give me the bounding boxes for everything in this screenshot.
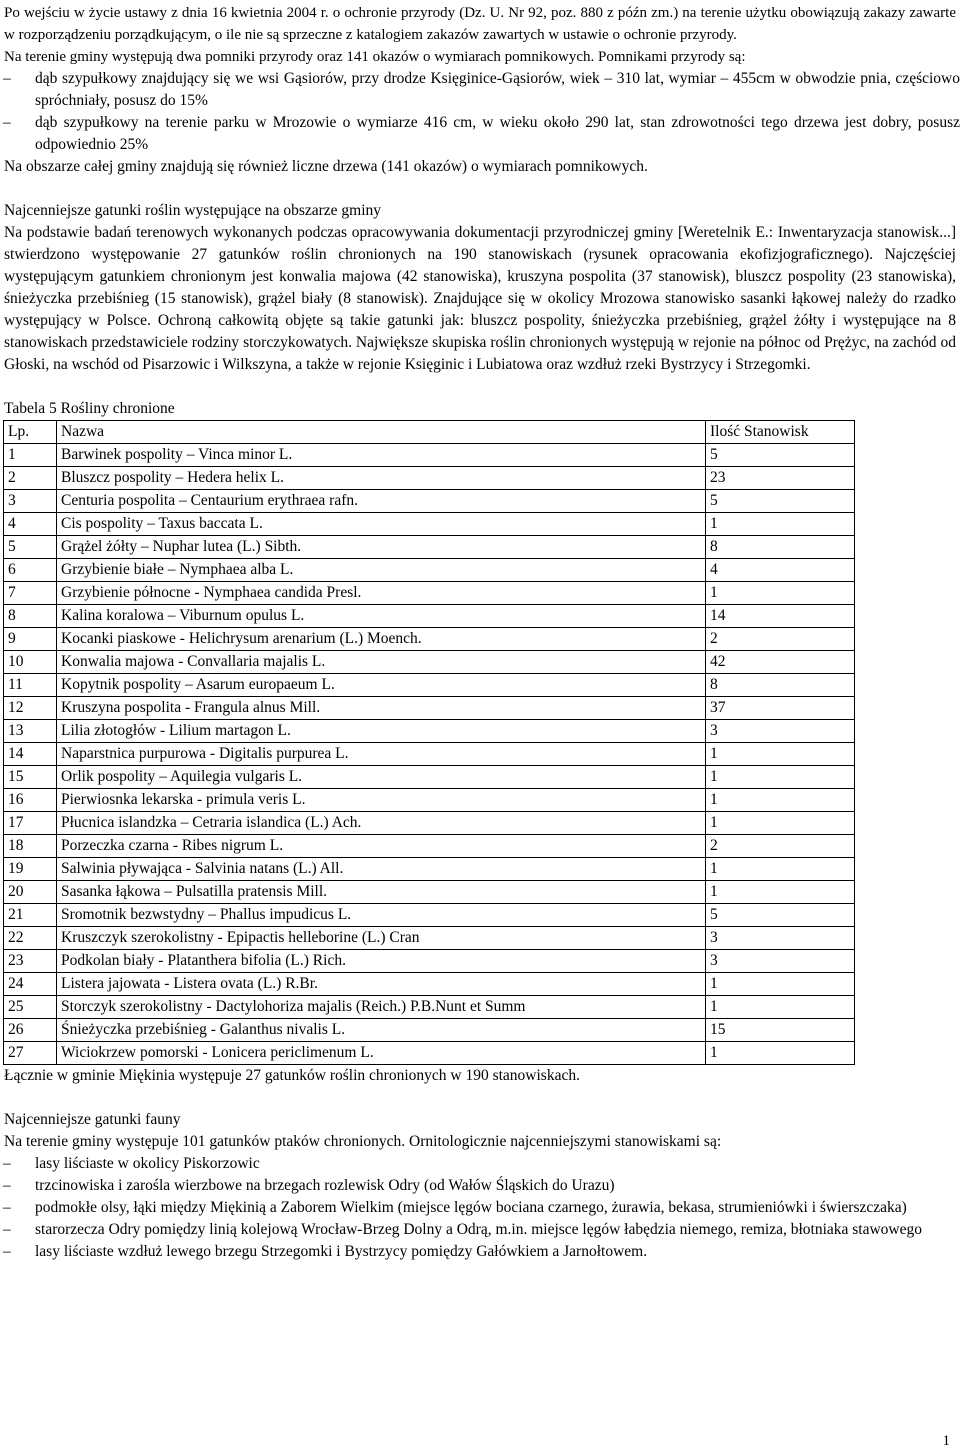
dash-bullet: – [3,1177,11,1194]
cell-lp: 11 [4,674,57,697]
cell-name: Barwinek pospolity – Vinca minor L. [57,444,706,467]
table-row [4,904,855,927]
table-row [4,812,855,835]
cell-name: Kocanki piaskowe - Helichrysum arenarium (L.) Moench. [57,628,706,651]
cell-lp: 4 [4,513,57,536]
table-row [4,582,855,605]
cell-lp: 16 [4,789,57,812]
cell-lp: 25 [4,996,57,1019]
dash-bullet: – [3,1243,11,1260]
table-row [4,835,855,858]
header-lp: Lp. [4,421,57,444]
cell-qty: 42 [706,651,855,674]
cell-lp: 9 [4,628,57,651]
cell-qty: 15 [706,1019,855,1042]
table-row [4,513,855,536]
cell-lp: 6 [4,559,57,582]
cell-name: Konwalia majowa - Convallaria majalis L. [57,651,706,674]
table-row [4,559,855,582]
cell-name: Grążel żółty – Nuphar lutea (L.) Sibth. [57,536,706,559]
cell-qty: 23 [706,467,855,490]
cell-name: Porzeczka czarna - Ribes nigrum L. [57,835,706,858]
monuments-list [0,68,960,156]
fauna-list [0,1153,960,1263]
intro-paragraph-2: Na terenie gminy występują dwa pomniki przyrody oraz 141 okazów o wymiarach pomnikowych. Pomnikami przyrody są: [4,49,746,65]
cell-name: Storczyk szerokolistny - Dactylohoriza majalis (Reich.) P.B.Nunt et Summ [57,996,706,1019]
table-row [4,651,855,674]
cell-name: Kopytnik pospolity – Asarum europaeum L. [57,674,706,697]
cell-name: Pierwiosnka lekarska - primula veris L. [57,789,706,812]
cell-lp: 8 [4,605,57,628]
table-row [4,697,855,720]
table-caption: Tabela 5 Rośliny chronione [4,400,175,417]
cell-lp: 18 [4,835,57,858]
list-item: – dąb szypułkowy znajdujący się we wsi Gąsiorów, przy drodze Księginice-Gąsiorów, wiek – 310 lat, wymiar – 455cm w obwodzie pnia, częściowo spróchniały, posusz do 15% [3,70,960,109]
cell-lp: 26 [4,1019,57,1042]
list-item: – starorzecza Odry pomiędzy linią kolejową Wrocław-Brzeg Dolny a Odrą, m.in. miejsce lęgów łabędzia niemego, remiza, błotniaka stawowego [0,1219,960,1241]
list-item: – dąb szypułkowy na terenie parku w Mrozowie o wymiarze 416 cm, w wieku około 290 lat, stan zdrowotności tego drzewa jest dobry, posusz odpowiednio 25% [3,114,960,153]
table-row [4,490,855,513]
cell-qty: 1 [706,973,855,996]
cell-qty: 1 [706,513,855,536]
cell-name: Listera jajowata - Listera ovata (L.) R.Br. [57,973,706,996]
dash-bullet: – [3,1221,11,1238]
table-row [4,766,855,789]
cell-lp: 23 [4,950,57,973]
table-header-row [4,421,855,444]
cell-qty: 2 [706,628,855,651]
cell-qty: 1 [706,996,855,1019]
cell-name: Salwinia pływająca - Salvinia natans (L.) All. [57,858,706,881]
cell-qty: 5 [706,444,855,467]
fauna-body: Na terenie gminy występuje 101 gatunków ptaków chronionych. Ornitologicznie najcenniejszymi stanowiskami są: [4,1133,722,1150]
cell-name: Kruszczyk szerokolistny - Epipactis helleborine (L.) Cran [57,927,706,950]
table-row [4,1042,855,1065]
table-row [4,444,855,467]
cell-qty: 3 [706,927,855,950]
list-item: – podmokłe olsy, łąki między Miękinią a Zaborem Wielkim (miejsce lęgów bociana czarnego, żurawia, bekasa, strumieniówki i świerszczaka) [0,1197,960,1219]
table-row [4,950,855,973]
cell-lp: 15 [4,766,57,789]
cell-name: Cis pospolity – Taxus baccata L. [57,513,706,536]
cell-qty: 14 [706,605,855,628]
cell-name: Grzybienie białe – Nymphaea alba L. [57,559,706,582]
cell-qty: 1 [706,766,855,789]
table-body [4,444,855,1065]
plants-table [3,420,855,1065]
table-row [4,858,855,881]
table-row [4,973,855,996]
cell-lp: 27 [4,1042,57,1065]
cell-qty: 1 [706,812,855,835]
dash-bullet: – [3,70,11,87]
cell-lp: 2 [4,467,57,490]
cell-qty: 2 [706,835,855,858]
cell-name: Centuria pospolita – Centaurium erythraea rafn. [57,490,706,513]
cell-name: Sromotnik bezwstydny – Phallus impudicus L. [57,904,706,927]
cell-name: Orlik pospolity – Aquilegia vulgaris L. [57,766,706,789]
table-row [4,628,855,651]
cell-name: Sasanka łąkowa – Pulsatilla pratensis Mill. [57,881,706,904]
header-name: Nazwa [57,421,706,444]
table-row [4,605,855,628]
cell-name: Śnieżyczka przebiśnieg - Galanthus nivalis L. [57,1019,706,1042]
table-row [4,789,855,812]
cell-lp: 19 [4,858,57,881]
cell-name: Wiciokrzew pomorski - Lonicera periclimenum L. [57,1042,706,1065]
table-row [4,996,855,1019]
fauna-heading: Najcenniejsze gatunki fauny [4,1111,181,1128]
table-row [4,927,855,950]
cell-qty: 37 [706,697,855,720]
table-summary: Łącznie w gminie Miękinia występuje 27 gatunków roślin chronionych w 190 stanowiskach. [4,1067,580,1084]
cell-lp: 3 [4,490,57,513]
cell-lp: 7 [4,582,57,605]
cell-lp: 12 [4,697,57,720]
dash-bullet: – [3,1199,11,1216]
cell-lp: 13 [4,720,57,743]
table-row [4,467,855,490]
cell-lp: 22 [4,927,57,950]
dash-bullet: – [3,114,11,131]
cell-lp: 21 [4,904,57,927]
table-row [4,1019,855,1042]
cell-qty: 1 [706,789,855,812]
page-number: 1 [942,1433,950,1449]
cell-name: Grzybienie północne - Nymphaea candida Presl. [57,582,706,605]
cell-lp: 5 [4,536,57,559]
cell-name: Płucnica islandzka – Cetraria islandica (L.) Ach. [57,812,706,835]
cell-lp: 20 [4,881,57,904]
cell-name: Kalina koralowa – Viburnum opulus L. [57,605,706,628]
cell-lp: 14 [4,743,57,766]
table-row [4,720,855,743]
cell-name: Lilia złotogłów - Lilium martagon L. [57,720,706,743]
cell-qty: 1 [706,743,855,766]
table-row [4,881,855,904]
table-row [4,743,855,766]
list-item: – trzcinowiska i zarośla wierzbowe na brzegach rozlewisk Odry (od Wałów Śląskich do Urazu) [0,1175,960,1197]
cell-lp: 17 [4,812,57,835]
cell-qty: 5 [706,904,855,927]
list-item: – lasy liściaste w okolicy Piskorzowic [0,1153,960,1175]
cell-qty: 5 [706,490,855,513]
cell-qty: 8 [706,674,855,697]
cell-qty: 1 [706,858,855,881]
cell-qty: 1 [706,881,855,904]
cell-qty: 1 [706,1042,855,1065]
cell-qty: 8 [706,536,855,559]
table-row [4,536,855,559]
cell-name: Bluszcz pospolity – Hedera helix L. [57,467,706,490]
cell-lp: 24 [4,973,57,996]
intro-paragraph-3: Na obszarze całej gminy znajdują się również liczne drzewa (141 okazów) o wymiarach pomnikowych. [4,158,648,175]
cell-name: Podkolan biały - Platanthera bifolia (L.) Rich. [57,950,706,973]
cell-qty: 1 [706,582,855,605]
cell-qty: 4 [706,559,855,582]
list-item: – lasy liściaste wzdłuż lewego brzegu Strzegomki i Bystrzycy pomiędzy Gałówkiem a Jarnołtowem. [0,1241,960,1263]
cell-name: Kruszyna pospolita - Frangula alnus Mill. [57,697,706,720]
cell-name: Naparstnica purpurowa - Digitalis purpurea L. [57,743,706,766]
intro-paragraph-1: Po wejściu w życie ustawy z dnia 16 kwietnia 2004 r. o ochronie przyrody (Dz. U. Nr 92, poz. 880 z późn zm.) na terenie użytku obowiązują zakazy zawarte w rozporządzeniu porządkującym, o ile nie są sprzeczne z katalogiem zakazów zawartych w ustawie o ochronie przyrody. [4,5,956,43]
cell-lp: 10 [4,651,57,674]
header-qty: Ilość Stanowisk [706,421,855,444]
cell-qty: 3 [706,720,855,743]
plants-heading: Najcenniejsze gatunki roślin występujące na obszarze gminy [4,202,382,219]
table-row [4,674,855,697]
cell-lp: 1 [4,444,57,467]
dash-bullet: – [3,1155,11,1172]
plants-body: Na podstawie badań terenowych wykonanych podczas opracowywania dokumentacji przyrodniczej gminy [Weretelnik E.: Inwentaryzacja stanowisk...] stwierdzono występowanie 27 gatunków roślin chronionych na 190 stanowiskach (rysunek opracowania ekofizjograficznego). Najczęściej występującym gatunkiem chronionym jest konwalia majowa (42 stanowiska), kruszyna pospolita (37 stanowisk), bluszcz pospolity (23 stanowiska), śnieżyczka przebiśnieg (15 stanowisk), grążel biały (8 stanowisk). Znajdujące się w okolicy Mrozowa stanowisko sasanki łąkowej należy do rzadko występujący w Polsce. Ochroną całkowitą objęte są takie gatunki jak: bluszcz pospolity, śnieżyczka przebiśnieg, grążel żółty i występujące na 8 stanowiskach przedstawiciele rodziny storczykowatych. Największe skupiska roślin chronionych występują w rejonie na północ od Prężyc, na zachód od Głoski, na wschód od Pisarzowic i Wilkszyna, a także w rejonie Księginic i Lubiatowa oraz wzdłuż rzeki Bystrzycy i Strzegomki. [4,224,956,373]
cell-qty: 3 [706,950,855,973]
